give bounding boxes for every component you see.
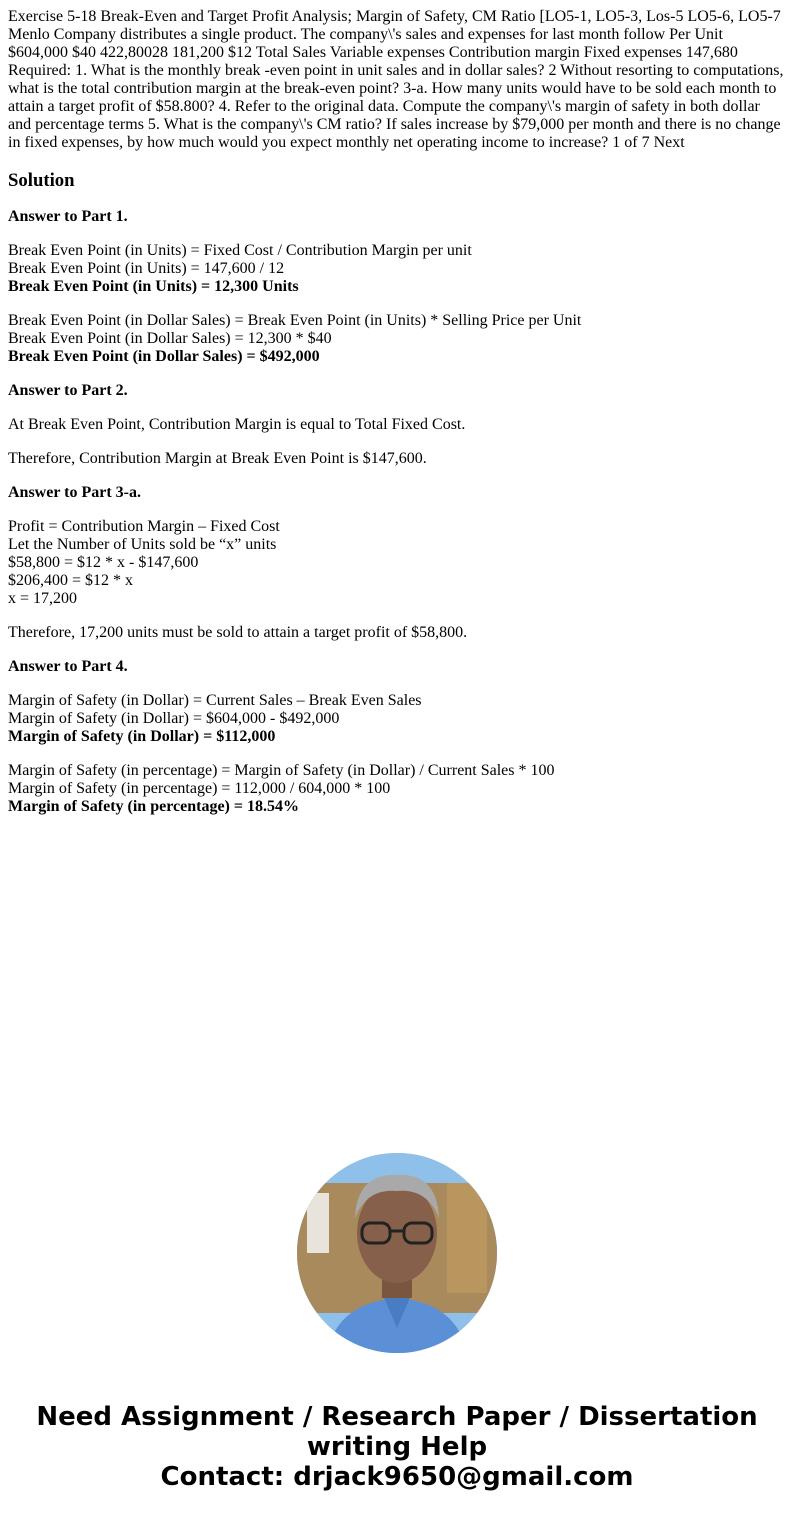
calculation-line: Let the Number of Units sold be “x” units [8,536,277,553]
answer-section [8,382,786,468]
portrait-image [297,1153,497,1353]
calculation-line: x = 17,200 [8,590,78,607]
answer-paragraph [8,242,786,296]
calculation-line: $58,800 = $12 * x - $147,600 [8,554,199,571]
answer-paragraph [8,416,786,434]
contact-footer [0,1402,794,1492]
calculation-line: At Break Even Point, Contribution Margin is equal to Total Fixed Cost. [8,416,466,433]
result-line: Break Even Point (in Dollar Sales) = $492,000 [8,348,320,365]
calculation-line: Therefore, Contribution Margin at Break Even Point is $147,600. [8,450,427,467]
calculation-line: Margin of Safety (in percentage) = Margin of Safety (in Dollar) / Current Sales * 100 [8,762,555,779]
calculation-line: Margin of Safety (in Dollar) = Current Sales – Break Even Sales [8,692,422,709]
answer-paragraph [8,312,786,366]
calculation-line: Margin of Safety (in percentage) = 112,000 / 604,000 * 100 [8,780,391,797]
answer-paragraph [8,450,786,468]
answer-heading: Answer to Part 3-a. [8,484,142,501]
calculation-line: Margin of Safety (in Dollar) = $604,000 - $492,000 [8,710,340,727]
result-line: Break Even Point (in Units) = 12,300 Units [8,278,299,295]
solution-heading: Solution [8,170,75,191]
author-photo [297,1153,497,1353]
question-text: Exercise 5-18 Break-Even and Target Profit Analysis; Margin of Safety, CM Ratio [LO5-1, LO5-3, Los-5 LO5-6, LO5-7 Menlo Company distributes a single product. The company\'s sales and expenses for last month follow Per Unit $604,000 $40 422,80028 181,200 $12 Total Sales Variable expenses Contribution margin Fixed expenses 147,680 Required: 1. What is the monthly break -even point in unit sales and in dollar sales? 2 Without resorting to computations, what is the total contribution margin at the break-even point? 3-a. How many units would have to be sold each month to attain a target profit of $58.800? 4. Refer to the original data. Compute the company\'s margin of safety in both dollar and percentage terms 5. What is the company\'s CM ratio? If sales increase by $79,000 per month and there is no change in fixed expenses, by how much would you expect monthly net operating income to increase? 1 of 7 Next [8,8,784,151]
calculation-line: $206,400 = $12 * x [8,572,134,589]
answer-heading: Answer to Part 2. [8,382,128,399]
answer-section [8,484,786,642]
calculation-line: Therefore, 17,200 units must be sold to attain a target profit of $58,800. [8,624,468,641]
answer-paragraph [8,692,786,746]
calculation-line: Break Even Point (in Dollar Sales) = 12,300 * $40 [8,330,332,347]
result-line: Margin of Safety (in Dollar) = $112,000 [8,728,276,745]
answer-heading: Answer to Part 1. [8,208,128,225]
footer-contact-email: Contact: drjack9650@gmail.com [160,1462,634,1492]
calculation-line: Break Even Point (in Units) = Fixed Cost / Contribution Margin per unit [8,242,472,259]
document-body [8,8,786,832]
answer-paragraph [8,762,786,816]
calculation-line: Break Even Point (in Dollar Sales) = Break Even Point (in Units) * Selling Price per Unit [8,312,582,329]
footer-line-1: Need Assignment / Research Paper / Dissertation [36,1402,758,1432]
solution-sections [8,208,786,816]
answer-heading: Answer to Part 4. [8,658,128,675]
footer-line-2: writing Help [306,1432,488,1462]
calculation-line: Break Even Point (in Units) = 147,600 / 12 [8,260,285,277]
answer-section [8,658,786,816]
answer-section [8,208,786,366]
answer-paragraph [8,518,786,608]
answer-paragraph [8,624,786,642]
result-line: Margin of Safety (in percentage) = 18.54% [8,798,299,815]
calculation-line: Profit = Contribution Margin – Fixed Cost [8,518,280,535]
